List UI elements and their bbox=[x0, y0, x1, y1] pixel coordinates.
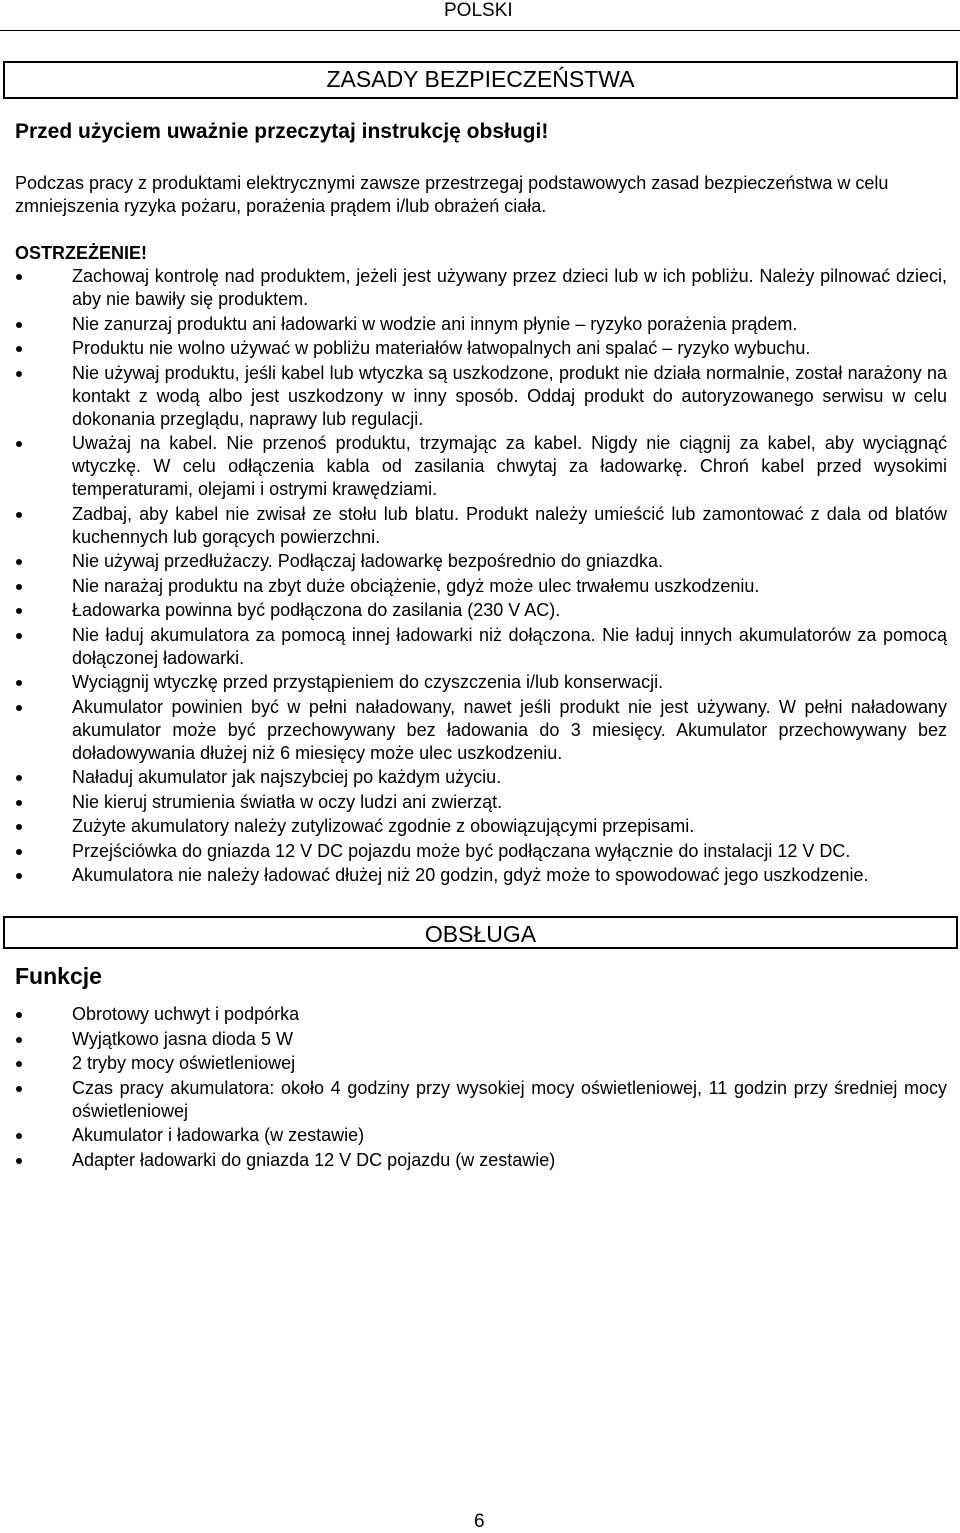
bullet-icon bbox=[16, 274, 22, 280]
language-label: POLSKI bbox=[444, 0, 513, 21]
list-item: Nie ładuj akumulatora za pomocą innej ładowarki niż dołączona. Nie ładuj innych akumulatorów za pomocą dołączonej ładowarki. bbox=[0, 624, 947, 670]
list-item: Nie używaj przedłużaczy. Podłączaj ładowarkę bezpośrednio do gniazdka. bbox=[0, 550, 947, 573]
bullet-icon bbox=[16, 584, 22, 590]
bullet-icon bbox=[16, 873, 22, 879]
warning-label: OSTRZEŻENIE! bbox=[15, 243, 148, 263]
list-item: Akumulator i ładowarka (w zestawie) bbox=[0, 1124, 947, 1147]
list-item: Akumulator powinien być w pełni naładowany, nawet jeśli produkt nie jest używany. W pełni naładowany akumulator może być przechowywany bez ładowania do 3 miesięcy. Akumulator przechowywany bez doładowywania dłużej niż 6 miesięcy może ulec uszkodzeniu. bbox=[0, 696, 947, 765]
bullet-icon bbox=[16, 1133, 22, 1139]
header-rule bbox=[0, 30, 960, 31]
bullet-icon bbox=[16, 775, 22, 781]
safety-title: ZASADY BEZPIECZEŃSTWA bbox=[326, 66, 635, 92]
bullet-icon bbox=[16, 849, 22, 855]
list-item: Produktu nie wolno używać w pobliżu materiałów łatwopalnych ani spalać – ryzyko wybuchu. bbox=[0, 337, 947, 360]
list-item: Zużyte akumulatory należy zutylizować zgodnie z obowiązującymi przepisami. bbox=[0, 815, 947, 838]
bullet-icon bbox=[16, 346, 22, 352]
bullet-icon bbox=[16, 1037, 22, 1043]
bullet-icon bbox=[16, 512, 22, 518]
safety-list bbox=[0, 265, 960, 889]
list-item: Akumulatora nie należy ładować dłużej niż 20 godzin, gdyż może to spowodować jego uszkodzenie. bbox=[0, 864, 947, 887]
list-item: Zachowaj kontrolę nad produktem, jeżeli jest używany przez dzieci lub w ich pobliżu. Należy pilnować dzieci, aby nie bawiły się produktem. bbox=[0, 265, 947, 311]
bullet-icon bbox=[16, 824, 22, 830]
bullet-icon bbox=[16, 371, 22, 377]
functions-heading: Funkcje bbox=[15, 963, 102, 989]
bullet-icon bbox=[16, 800, 22, 806]
bullet-icon bbox=[16, 1061, 22, 1067]
list-item: Nie zanurzaj produktu ani ładowarki w wodzie ani innym płynie – ryzyko porażenia prądem. bbox=[0, 313, 947, 336]
list-item: 2 tryby mocy oświetleniowej bbox=[0, 1052, 947, 1075]
operation-title-box bbox=[3, 916, 958, 949]
bullet-icon bbox=[16, 705, 22, 711]
list-item: Ładowarka powinna być podłączona do zasilania (230 V AC). bbox=[0, 599, 947, 622]
bullet-icon bbox=[16, 322, 22, 328]
bullet-icon bbox=[16, 633, 22, 639]
bullet-icon bbox=[16, 441, 22, 447]
safety-title-box bbox=[3, 61, 958, 99]
bullet-icon bbox=[16, 1086, 22, 1092]
list-item: Uważaj na kabel. Nie przenoś produktu, trzymając za kabel. Nigdy nie ciągnij za kabel, aby wyciągnąć wtyczkę. W celu odłączenia kabla od zasilania chwytaj za ładowarkę. Chroń kabel przed wysokimi temperaturami, olejami i ostrymi krawędziami. bbox=[0, 432, 947, 501]
list-item: Wyciągnij wtyczkę przed przystąpieniem do czyszczenia i/lub konserwacji. bbox=[0, 671, 947, 694]
list-item: Czas pracy akumulatora: około 4 godziny przy wysokiej mocy oświetleniowej, 11 godzin przy średniej mocy oświetleniowej bbox=[0, 1077, 947, 1123]
bullet-icon bbox=[16, 559, 22, 565]
list-item: Zadbaj, aby kabel nie zwisał ze stołu lub blatu. Produkt należy umieścić lub zamontować z dala od blatów kuchennych lub gorących powierzchni. bbox=[0, 503, 947, 549]
safety-intro: Podczas pracy z produktami elektrycznymi zawsze przestrzegaj podstawowych zasad bezpieczeństwa w celu zmniejszenia ryzyka pożaru, porażenia prądem i/lub obrażeń ciała. bbox=[15, 173, 889, 216]
list-item: Adapter ładowarki do gniazda 12 V DC pojazdu (w zestawie) bbox=[0, 1149, 947, 1172]
bullet-icon bbox=[16, 1158, 22, 1164]
read-manual-heading: Przed użyciem uważnie przeczytaj instrukcję obsługi! bbox=[15, 120, 549, 143]
bullet-icon bbox=[16, 680, 22, 686]
bullet-icon bbox=[16, 1012, 22, 1018]
bullet-icon bbox=[16, 608, 22, 614]
list-item: Nie używaj produktu, jeśli kabel lub wtyczka są uszkodzone, produkt nie działa normalnie, został narażony na kontakt z wodą albo jest uszkodzony w inny sposób. Oddaj produkt do autoryzowanego serwisu w celu dokonania przeglądu, naprawy lub regulacji. bbox=[0, 362, 947, 431]
list-item: Wyjątkowo jasna dioda 5 W bbox=[0, 1028, 947, 1051]
operation-title: OBSŁUGA bbox=[424, 921, 537, 947]
list-item: Naładuj akumulator jak najszybciej po każdym użyciu. bbox=[0, 766, 947, 789]
list-item: Nie narażaj produktu na zbyt duże obciążenie, gdyż może ulec trwałemu uszkodzeniu. bbox=[0, 575, 947, 598]
list-item: Przejściówka do gniazda 12 V DC pojazdu może być podłączana wyłącznie do instalacji 12 V DC. bbox=[0, 840, 947, 863]
functions-list bbox=[0, 1003, 960, 1173]
page-number: 6 bbox=[474, 1511, 485, 1532]
list-item: Obrotowy uchwyt i podpórka bbox=[0, 1003, 947, 1026]
list-item: Nie kieruj strumienia światła w oczy ludzi ani zwierząt. bbox=[0, 791, 947, 814]
